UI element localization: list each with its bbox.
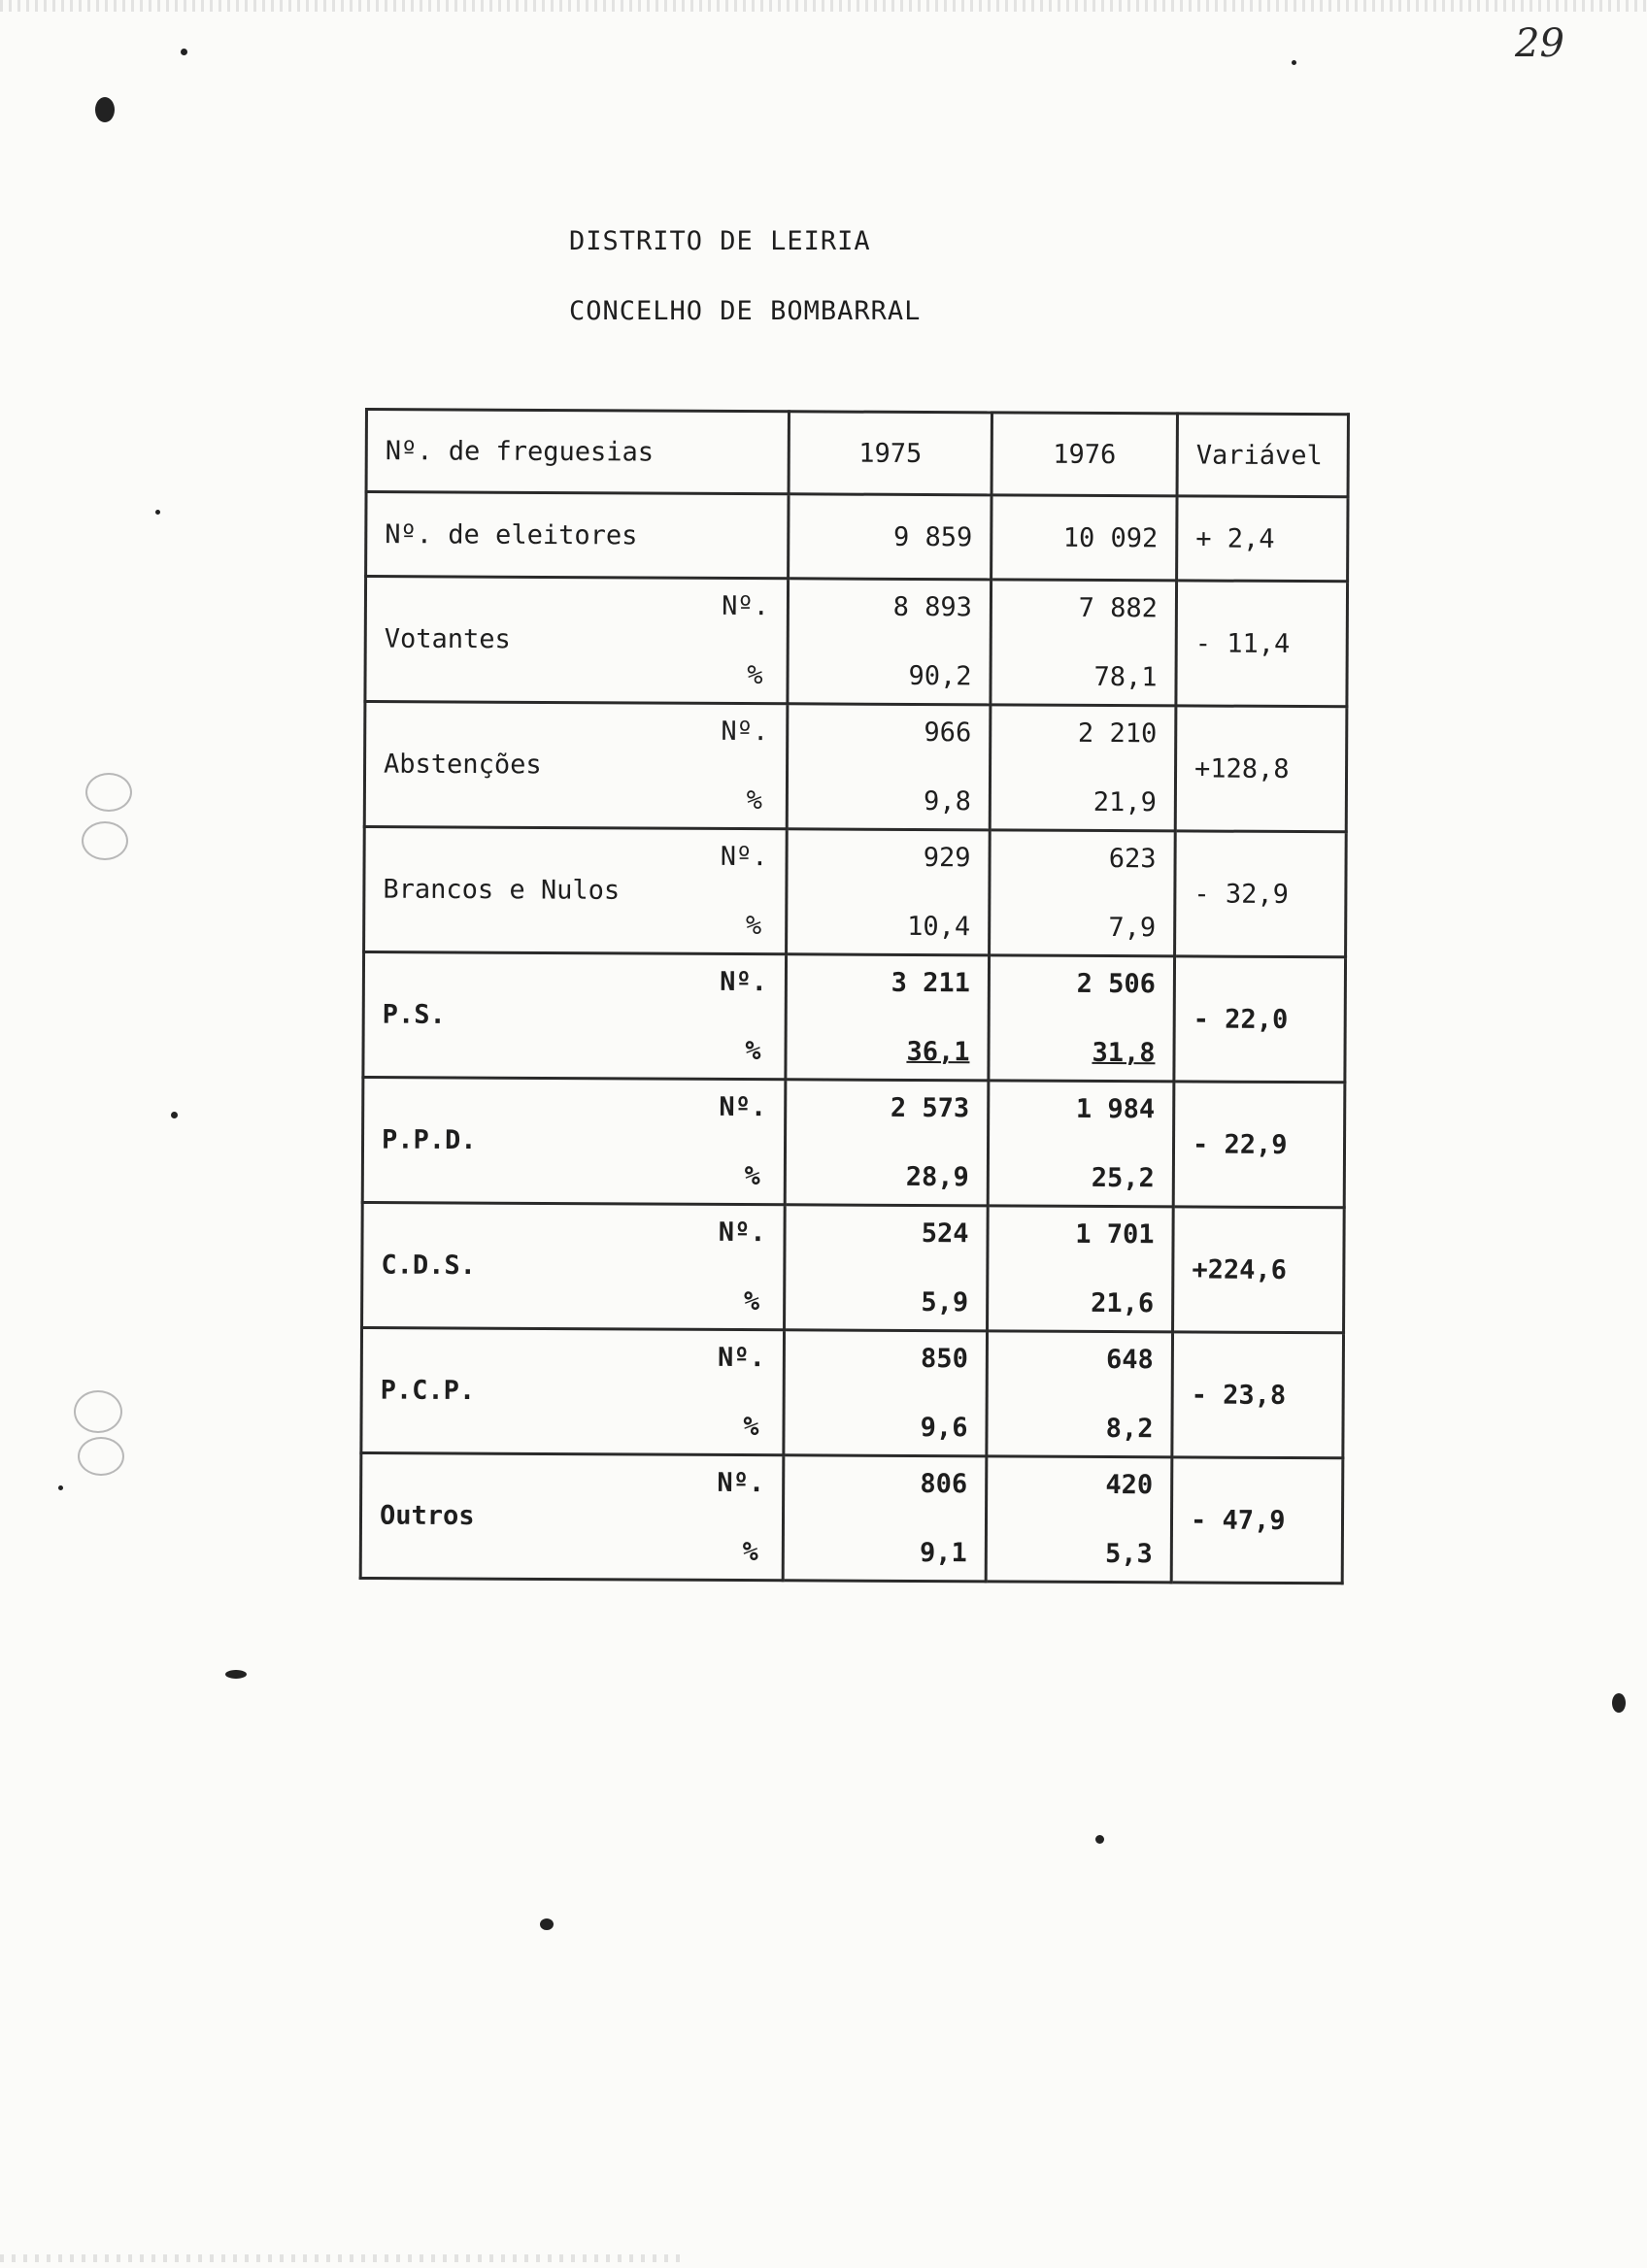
percent-1975: 9,6 xyxy=(920,1413,968,1444)
percent-marker: % xyxy=(745,911,762,942)
count-marker: Nº. xyxy=(720,966,767,998)
row-label: P.C.P. xyxy=(380,1375,476,1407)
header-variavel: Variável xyxy=(1177,414,1348,497)
percent-1976: 21,9 xyxy=(1092,786,1157,818)
row-label: Abstenções xyxy=(383,749,542,781)
row-label: C.D.S. xyxy=(381,1250,477,1282)
row-label-cell xyxy=(360,1452,784,1580)
count-1976: 1 701 xyxy=(1075,1218,1155,1251)
percent-marker: % xyxy=(745,1036,761,1067)
row-label-cell xyxy=(363,952,787,1080)
count-1975: 966 xyxy=(924,717,972,749)
percent-1976: 25,2 xyxy=(1091,1162,1155,1194)
count-1975: 2 573 xyxy=(890,1092,970,1124)
header-1976: 1976 xyxy=(992,413,1177,496)
count-1975: 850 xyxy=(921,1344,968,1375)
percent-1976: 21,6 xyxy=(1091,1287,1155,1319)
value-variavel: - 11,4 xyxy=(1176,581,1348,707)
count-1975: 8 893 xyxy=(892,591,973,623)
cell-1975 xyxy=(788,579,992,705)
election-results-table xyxy=(359,408,1350,1584)
percent-1975: 9,8 xyxy=(924,786,971,817)
cell-1976 xyxy=(987,1331,1173,1457)
cell-1976 xyxy=(990,830,1176,956)
value-variavel: +224,6 xyxy=(1173,1207,1345,1333)
scan-edge-noise xyxy=(0,2254,680,2262)
cell-1975 xyxy=(785,1080,989,1206)
cell-1976 xyxy=(989,955,1175,1082)
table-header-row xyxy=(366,410,1348,497)
cell-1976 xyxy=(986,1456,1172,1583)
count-marker: Nº. xyxy=(718,1217,766,1249)
count-1975: 524 xyxy=(921,1218,969,1250)
value-1976: 10 092 xyxy=(992,495,1177,581)
value-variavel: + 2,4 xyxy=(1177,496,1348,582)
percent-1975: 36,1 xyxy=(906,1036,970,1068)
percent-1975: 90,2 xyxy=(908,660,972,692)
percent-1975: 5,9 xyxy=(921,1287,969,1318)
percent-marker: % xyxy=(746,785,762,817)
value-1975: 9 859 xyxy=(789,494,992,580)
cell-1976 xyxy=(988,1206,1174,1332)
table-row xyxy=(364,827,1347,957)
cell-1975 xyxy=(786,954,990,1081)
punch-hole xyxy=(74,1390,122,1433)
cell-1975 xyxy=(784,1330,988,1456)
row-label-cell xyxy=(364,702,788,829)
punch-hole xyxy=(78,1437,124,1476)
value-variavel: - 23,8 xyxy=(1172,1332,1344,1458)
cell-1976 xyxy=(991,580,1177,706)
header-freguesias: Nº. de freguesias xyxy=(366,410,789,494)
row-label: Votantes xyxy=(384,623,511,655)
row-label-cell xyxy=(362,1077,786,1204)
count-marker: Nº. xyxy=(721,716,769,748)
table-row xyxy=(360,1452,1343,1583)
percent-1975: 28,9 xyxy=(905,1161,969,1193)
percent-marker: % xyxy=(743,1286,760,1317)
table-row xyxy=(361,1327,1344,1457)
header-1975: 1975 xyxy=(789,412,992,495)
row-label: Outros xyxy=(379,1500,475,1532)
page-number: 29 xyxy=(1515,21,1564,66)
count-1975: 3 211 xyxy=(891,967,970,999)
row-label-cell xyxy=(362,1202,786,1329)
count-1976: 2 506 xyxy=(1076,968,1156,1000)
percent-1976: 5,3 xyxy=(1104,1539,1153,1570)
value-variavel: - 47,9 xyxy=(1171,1457,1343,1584)
percent-1976: 8,2 xyxy=(1105,1414,1154,1445)
row-label: Nº. de eleitores xyxy=(366,492,789,579)
scan-speck xyxy=(540,1918,554,1930)
scan-speck xyxy=(225,1670,247,1679)
table-row xyxy=(364,702,1347,832)
scan-speck xyxy=(58,1485,63,1490)
scan-speck xyxy=(181,49,187,55)
table-row xyxy=(362,1077,1345,1207)
table-row xyxy=(362,1202,1345,1332)
scan-speck xyxy=(155,510,160,515)
count-marker: Nº. xyxy=(719,1091,767,1123)
percent-marker: % xyxy=(744,1161,760,1192)
scan-speck xyxy=(1292,60,1296,65)
municipality-heading: CONCELHO DE BOMBARRAL xyxy=(569,296,922,326)
count-marker: Nº. xyxy=(720,841,768,873)
count-1975: 806 xyxy=(920,1469,968,1500)
scan-speck xyxy=(95,97,115,122)
cell-1975 xyxy=(787,704,991,830)
punch-hole xyxy=(82,821,128,860)
percent-1975: 9,1 xyxy=(919,1538,967,1569)
cell-1976 xyxy=(990,705,1176,831)
scan-speck xyxy=(1612,1693,1626,1713)
count-marker: Nº. xyxy=(717,1467,765,1499)
table-row xyxy=(365,577,1348,707)
row-label-cell xyxy=(364,827,788,954)
count-1976: 648 xyxy=(1106,1345,1154,1376)
value-variavel: +128,8 xyxy=(1175,706,1347,832)
punch-hole xyxy=(85,773,132,812)
count-1976: 7 882 xyxy=(1078,592,1159,624)
scan-speck xyxy=(171,1112,178,1118)
count-1976: 2 210 xyxy=(1077,717,1158,750)
district-heading: DISTRITO DE LEIRIA xyxy=(569,226,871,256)
percent-marker: % xyxy=(742,1537,758,1568)
percent-1975: 10,4 xyxy=(907,911,971,943)
scan-speck xyxy=(1095,1835,1104,1844)
cell-1975 xyxy=(785,1205,989,1331)
value-variavel: - 22,9 xyxy=(1173,1082,1345,1208)
row-label: P.P.D. xyxy=(381,1124,477,1156)
percent-marker: % xyxy=(743,1412,759,1443)
table-row xyxy=(363,952,1346,1083)
percent-marker: % xyxy=(747,660,763,691)
cell-1975 xyxy=(783,1455,987,1582)
count-1976: 1 984 xyxy=(1075,1093,1156,1125)
row-label-cell xyxy=(365,577,789,704)
row-label: Brancos e Nulos xyxy=(383,874,621,906)
cell-1976 xyxy=(988,1081,1174,1207)
row-label: P.S. xyxy=(382,999,446,1030)
table-row-eleitores xyxy=(366,492,1348,582)
count-1975: 929 xyxy=(923,843,971,874)
row-label-cell xyxy=(361,1327,785,1454)
percent-1976: 7,9 xyxy=(1108,913,1157,944)
percent-1976: 31,8 xyxy=(1092,1037,1156,1069)
cell-1975 xyxy=(787,829,991,955)
value-variavel: - 32,9 xyxy=(1175,831,1347,957)
count-marker: Nº. xyxy=(718,1342,765,1374)
count-marker: Nº. xyxy=(722,590,770,622)
count-1976: 420 xyxy=(1105,1470,1154,1501)
count-1976: 623 xyxy=(1108,844,1157,875)
value-variavel: - 22,0 xyxy=(1174,956,1346,1083)
percent-1976: 78,1 xyxy=(1093,661,1158,693)
scan-edge-noise xyxy=(0,0,1647,12)
